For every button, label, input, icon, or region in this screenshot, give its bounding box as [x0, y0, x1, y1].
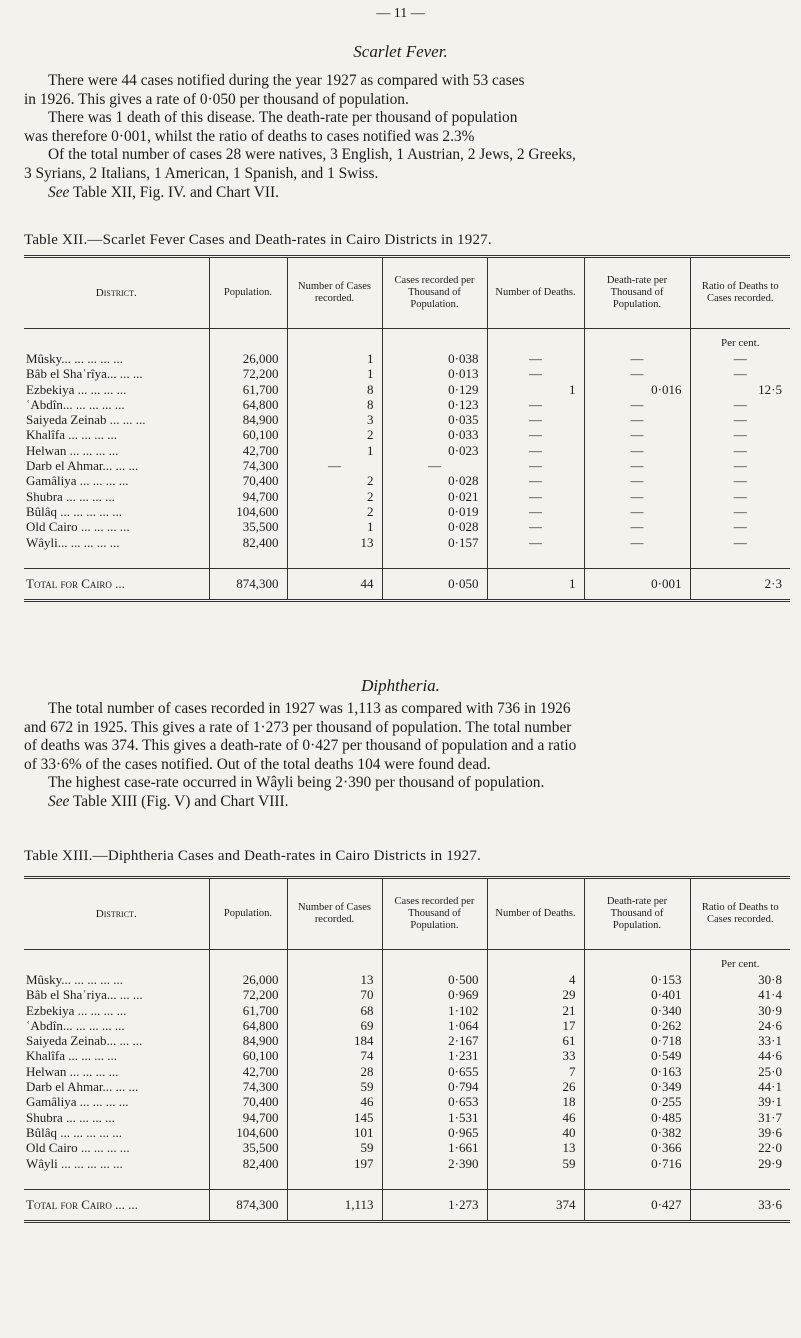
- table-cell: —: [584, 351, 690, 366]
- table-cell: —: [487, 489, 584, 504]
- empty-cell: [24, 550, 209, 569]
- table-cell: 0·718: [584, 1033, 690, 1048]
- district-name: Khalîfa ... ... ... ...: [26, 1048, 117, 1064]
- table-cell: 18: [487, 1094, 584, 1109]
- table-cell: —: [584, 473, 690, 488]
- district-name: Wâyli ... ... ... ... ...: [26, 1155, 123, 1171]
- table-cell: 41·4: [690, 987, 790, 1002]
- district-name: Shubra ... ... ... ...: [26, 1109, 115, 1125]
- empty-cell: [382, 329, 487, 352]
- district-name: Total for Cairo ...: [24, 568, 209, 600]
- empty-cell: [487, 550, 584, 569]
- table-cell: 374: [487, 1189, 584, 1221]
- table-row: [24, 1140, 790, 1155]
- table-cell: 0·038: [382, 351, 487, 366]
- table-cell: —: [487, 412, 584, 427]
- district-name: Saiyeda Zeinab ... ... ...: [26, 412, 146, 428]
- district-name: ʿAbdîn... ... ... ... ...: [26, 1017, 125, 1033]
- column-header: Number of Deaths.: [487, 878, 584, 950]
- table-cell: 0·001: [584, 568, 690, 600]
- table-cell: 26: [487, 1079, 584, 1094]
- table-cell: 28: [287, 1064, 382, 1079]
- table-cell: 40: [487, 1125, 584, 1140]
- table-cell: 0·401: [584, 987, 690, 1002]
- empty-cell: [209, 329, 287, 352]
- table-cell: 42,700: [209, 443, 287, 458]
- table-header-row: [24, 878, 790, 950]
- table-cell: —: [690, 427, 790, 442]
- table-cell: 35,500: [209, 519, 287, 534]
- table-cell: —: [487, 458, 584, 473]
- district-name: Wâyli... ... ... ... ...: [26, 534, 120, 550]
- table-row: [24, 1064, 790, 1079]
- table-cell: 29: [487, 987, 584, 1002]
- table-cell: 30·8: [690, 972, 790, 987]
- text-line: There was 1 death of this disease. The death-rate per thousand of population: [48, 109, 518, 127]
- text-line: 3 Syrians, 2 Italians, 1 American, 1 Spanish, and 1 Swiss.: [24, 164, 379, 182]
- empty-cell: [487, 1171, 584, 1190]
- table-cell: 82,400: [209, 535, 287, 550]
- empty-cell: [287, 950, 382, 973]
- table-cell: —: [584, 443, 690, 458]
- see-reference: [24, 184, 792, 203]
- table-cell: 0·255: [584, 1094, 690, 1109]
- district-name: Ezbekiya ... ... ... ...: [26, 1002, 127, 1018]
- table-row: [24, 473, 790, 488]
- table-row: [24, 504, 790, 519]
- scarlet-fever-table: [24, 255, 790, 602]
- table-cell: 0·129: [382, 382, 487, 397]
- table-header-row: [24, 257, 790, 329]
- table-cell: 61,700: [209, 1003, 287, 1018]
- table-cell: 0·794: [382, 1079, 487, 1094]
- table-cell: 0·969: [382, 987, 487, 1002]
- empty-cell: [24, 950, 209, 973]
- text-line: of deaths was 374. This gives a death-rate of 0·427 per thousand of population and a ratio: [24, 737, 577, 755]
- table-cell: —: [584, 504, 690, 519]
- text-line: was therefore 0·001, whilst the ratio of deaths to cases notified was 2.3%: [24, 127, 475, 145]
- table-cell: 69: [287, 1018, 382, 1033]
- total-row: [24, 1189, 790, 1221]
- table-cell: 1·102: [382, 1003, 487, 1018]
- district-name: Gamâliya ... ... ... ...: [26, 473, 129, 489]
- table-cell: 0·023: [382, 443, 487, 458]
- district-name: Total for Cairo ... ...: [24, 1189, 209, 1221]
- empty-cell: [690, 1171, 790, 1190]
- table-cell: 104,600: [209, 504, 287, 519]
- table-cell: 30·9: [690, 1003, 790, 1018]
- table-cell: 2: [287, 489, 382, 504]
- table-cell: —: [690, 412, 790, 427]
- table-cell: 70,400: [209, 1094, 287, 1109]
- empty-cell: [24, 1171, 209, 1190]
- table-cell: 104,600: [209, 1125, 287, 1140]
- empty-cell: [584, 329, 690, 352]
- table-cell: 64,800: [209, 1018, 287, 1033]
- table-cell: 61: [487, 1033, 584, 1048]
- table-cell: —: [584, 366, 690, 381]
- column-header: Ratio of Deaths to Cases recorded.: [690, 257, 790, 329]
- empty-cell: [209, 550, 287, 569]
- table-cell: 2: [287, 427, 382, 442]
- table-cell: 1: [487, 568, 584, 600]
- table-row: [24, 427, 790, 442]
- table-cell: 0·013: [382, 366, 487, 381]
- district-name: Saiyeda Zeinab... ... ...: [26, 1033, 143, 1049]
- table-cell: 0·366: [584, 1140, 690, 1155]
- table-cell: 0·021: [382, 489, 487, 504]
- table-cell: —: [487, 473, 584, 488]
- table-cell: —: [487, 427, 584, 442]
- table-cell: 0·153: [584, 972, 690, 987]
- table-cell: —: [487, 366, 584, 381]
- table-cell: 60,100: [209, 427, 287, 442]
- table-cell: 197: [287, 1156, 382, 1171]
- table-cell: 2·3: [690, 568, 790, 600]
- table-row: [24, 397, 790, 412]
- table-cell: 13: [287, 535, 382, 550]
- table-cell: 44·6: [690, 1048, 790, 1063]
- table-cell: —: [690, 443, 790, 458]
- table-cell: 0·028: [382, 473, 487, 488]
- table-cell: 94,700: [209, 1110, 287, 1125]
- unit-label: Per cent.: [690, 329, 790, 352]
- table-row: [24, 1156, 790, 1171]
- table-row: [24, 1048, 790, 1063]
- table-caption: Table XII.—Scarlet Fever Cases and Death-rates in Cairo Districts in 1927.: [24, 232, 492, 248]
- table-cell: 13: [487, 1140, 584, 1155]
- table-cell: 0·050: [382, 568, 487, 600]
- total-row: [24, 568, 790, 600]
- table-cell: 184: [287, 1033, 382, 1048]
- table-cell: 8: [287, 382, 382, 397]
- table-cell: —: [690, 351, 790, 366]
- table-cell: 1·661: [382, 1140, 487, 1155]
- see-reference: [24, 793, 792, 812]
- table-cell: 21: [487, 1003, 584, 1018]
- table-cell: 0·033: [382, 427, 487, 442]
- scarlet-fever-text: [24, 72, 792, 202]
- table-cell: —: [690, 535, 790, 550]
- table-cell: 25·0: [690, 1064, 790, 1079]
- district-name: Gamâliya ... ... ... ...: [26, 1094, 129, 1110]
- district-name: Helwan ... ... ... ...: [26, 1063, 119, 1079]
- table-row: [24, 366, 790, 381]
- column-header: Population.: [209, 257, 287, 329]
- table-row: [24, 382, 790, 397]
- district-name: Khalîfa ... ... ... ...: [26, 427, 117, 443]
- table-cell: 35,500: [209, 1140, 287, 1155]
- district-name: Old Cairo ... ... ... ...: [26, 1140, 130, 1156]
- table-cell: 0·349: [584, 1079, 690, 1094]
- see-word: See: [48, 792, 70, 810]
- table-cell: —: [690, 458, 790, 473]
- table-cell: 44: [287, 568, 382, 600]
- table-cell: 145: [287, 1110, 382, 1125]
- table-row: [24, 458, 790, 473]
- table-cell: 0·340: [584, 1003, 690, 1018]
- empty-cell: [287, 550, 382, 569]
- text-line: There were 44 cases notified during the year 1927 as compared with 53 cases: [48, 72, 525, 89]
- table-cell: 70,400: [209, 473, 287, 488]
- table-cell: 7: [487, 1064, 584, 1079]
- table-cell: 0·382: [584, 1125, 690, 1140]
- diphtheria-title: Diphtheria.: [361, 676, 440, 695]
- table-cell: 2·167: [382, 1033, 487, 1048]
- unit-row: [24, 950, 790, 973]
- table-cell: 1·531: [382, 1110, 487, 1125]
- table-cell: —: [584, 519, 690, 534]
- empty-cell: [584, 1171, 690, 1190]
- table-cell: 1·064: [382, 1018, 487, 1033]
- table-cell: —: [584, 535, 690, 550]
- district-name: Darb el Ahmar... ... ...: [26, 458, 139, 474]
- table-cell: 1: [287, 443, 382, 458]
- table-cell: 0·653: [382, 1094, 487, 1109]
- table-cell: 33: [487, 1048, 584, 1063]
- unit-label: Per cent.: [690, 950, 790, 973]
- table-row: [24, 519, 790, 534]
- text-line: The total number of cases recorded in 1927 was 1,113 as compared with 736 in 1926: [48, 700, 571, 717]
- district-name: Mûsky... ... ... ... ...: [26, 351, 124, 366]
- empty-cell: [584, 950, 690, 973]
- table-row: [24, 1094, 790, 1109]
- table-cell: 0·485: [584, 1110, 690, 1125]
- table-row: [24, 535, 790, 550]
- table-cell: 0·035: [382, 412, 487, 427]
- table-cell: 0·500: [382, 972, 487, 987]
- table-cell: 101: [287, 1125, 382, 1140]
- table-cell: —: [487, 519, 584, 534]
- table-cell: —: [584, 397, 690, 412]
- table-cell: 39·6: [690, 1125, 790, 1140]
- empty-cell: [287, 1171, 382, 1190]
- see-word: See: [48, 183, 70, 201]
- table-cell: —: [584, 427, 690, 442]
- table-cell: 1·231: [382, 1048, 487, 1063]
- table-row: [24, 1033, 790, 1048]
- table-cell: 82,400: [209, 1156, 287, 1171]
- column-header: Number of Cases recorded.: [287, 257, 382, 329]
- empty-cell: [24, 329, 209, 352]
- spacer-row: [24, 1171, 790, 1190]
- column-header: Cases recorded per Thousand of Population.: [382, 878, 487, 950]
- table-cell: 72,200: [209, 366, 287, 381]
- table-cell: 2: [287, 473, 382, 488]
- table-cell: —: [487, 351, 584, 366]
- table-cell: 84,900: [209, 412, 287, 427]
- text-line: and 672 in 1925. This gives a rate of 1·273 per thousand of population. The total number: [24, 718, 572, 736]
- text-line: Of the total number of cases 28 were natives, 3 English, 1 Austrian, 2 Jews, 2 Greeks,: [48, 146, 576, 164]
- table-cell: —: [487, 504, 584, 519]
- table-cell: 46: [287, 1094, 382, 1109]
- table-cell: 3: [287, 412, 382, 427]
- text-line: in 1926. This gives a rate of 0·050 per thousand of population.: [24, 90, 409, 108]
- page-number: — 11 —: [376, 6, 425, 21]
- table-cell: —: [584, 489, 690, 504]
- table-cell: 24·6: [690, 1018, 790, 1033]
- empty-cell: [209, 950, 287, 973]
- table-row: [24, 1110, 790, 1125]
- table-cell: 74: [287, 1048, 382, 1063]
- empty-cell: [584, 550, 690, 569]
- table-cell: 874,300: [209, 1189, 287, 1221]
- empty-cell: [487, 329, 584, 352]
- district-name: Bûlâq ... ... ... ... ...: [26, 503, 123, 519]
- empty-cell: [487, 950, 584, 973]
- table-cell: 33·6: [690, 1189, 790, 1221]
- empty-cell: [382, 1171, 487, 1190]
- district-name: Bâb el Shaʿrîya... ... ...: [26, 366, 143, 382]
- table-cell: 1·273: [382, 1189, 487, 1221]
- column-header: District.: [24, 878, 209, 950]
- table-cell: 74,300: [209, 1079, 287, 1094]
- table-cell: 0·123: [382, 397, 487, 412]
- column-header: Number of Deaths.: [487, 257, 584, 329]
- table-cell: 42,700: [209, 1064, 287, 1079]
- diphtheria-text: [24, 700, 792, 812]
- column-header: District.: [24, 257, 209, 329]
- table-cell: 1: [287, 351, 382, 366]
- table-cell: 0·549: [584, 1048, 690, 1063]
- table-cell: 0·716: [584, 1156, 690, 1171]
- column-header: Ratio of Deaths to Cases recorded.: [690, 878, 790, 950]
- table-cell: 0·965: [382, 1125, 487, 1140]
- table-cell: 0·655: [382, 1064, 487, 1079]
- district-name: Old Cairo ... ... ... ...: [26, 519, 130, 535]
- table-cell: 74,300: [209, 458, 287, 473]
- district-name: Bâb el Shaʿriya... ... ...: [26, 987, 143, 1003]
- see-reference-text: Table XII, Fig. IV. and Chart VII.: [72, 183, 280, 201]
- table-cell: 59: [287, 1140, 382, 1155]
- column-header: Death-rate per Thousand of Population.: [584, 257, 690, 329]
- table-cell: 61,700: [209, 382, 287, 397]
- column-header: Number of Cases recorded.: [287, 878, 382, 950]
- spacer-row: [24, 550, 790, 569]
- table-cell: —: [487, 535, 584, 550]
- table-cell: —: [287, 458, 382, 473]
- text-line: The highest case-rate occurred in Wâyli being 2·390 per thousand of population.: [48, 774, 545, 792]
- table-cell: 13: [287, 972, 382, 987]
- table-cell: 46: [487, 1110, 584, 1125]
- table-cell: 70: [287, 987, 382, 1002]
- table-cell: 12·5: [690, 382, 790, 397]
- unit-row: [24, 329, 790, 352]
- table-cell: —: [690, 366, 790, 381]
- table-row: [24, 351, 790, 366]
- table-cell: 68: [287, 1003, 382, 1018]
- table-cell: —: [584, 458, 690, 473]
- empty-cell: [690, 550, 790, 569]
- district-name: Darb el Ahmar... ... ...: [26, 1079, 139, 1095]
- table-row: [24, 489, 790, 504]
- table-row: [24, 1018, 790, 1033]
- table-cell: —: [690, 489, 790, 504]
- table-cell: 0·262: [584, 1018, 690, 1033]
- empty-cell: [382, 550, 487, 569]
- table-cell: 1,113: [287, 1189, 382, 1221]
- district-name: Mûsky... ... ... ... ...: [26, 972, 124, 987]
- table-cell: 0·163: [584, 1064, 690, 1079]
- table-cell: —: [487, 443, 584, 458]
- table-row: [24, 412, 790, 427]
- table-cell: —: [690, 504, 790, 519]
- table-cell: 26,000: [209, 972, 287, 987]
- table-cell: —: [382, 458, 487, 473]
- see-reference-text: Table XIII (Fig. V) and Chart VIII.: [72, 792, 289, 810]
- empty-cell: [287, 329, 382, 352]
- table-cell: 26,000: [209, 351, 287, 366]
- table-cell: 31·7: [690, 1110, 790, 1125]
- table-caption: Table XIII.—Diphtheria Cases and Death-rates in Cairo Districts in 1927.: [24, 848, 481, 864]
- table-cell: 94,700: [209, 489, 287, 504]
- table-cell: 874,300: [209, 568, 287, 600]
- table-cell: 0·016: [584, 382, 690, 397]
- district-name: Ezbekiya ... ... ... ...: [26, 381, 127, 397]
- empty-cell: [209, 1171, 287, 1190]
- table-cell: 0·019: [382, 504, 487, 519]
- table-row: [24, 1003, 790, 1018]
- table-row: [24, 443, 790, 458]
- table-cell: 29·9: [690, 1156, 790, 1171]
- table-cell: —: [690, 397, 790, 412]
- table-cell: 0·028: [382, 519, 487, 534]
- table-cell: 4: [487, 972, 584, 987]
- table-cell: —: [690, 473, 790, 488]
- table-cell: 17: [487, 1018, 584, 1033]
- table-cell: 0·157: [382, 535, 487, 550]
- table-row: [24, 972, 790, 987]
- empty-cell: [382, 950, 487, 973]
- table-cell: 8: [287, 397, 382, 412]
- diphtheria-table: [24, 876, 790, 1223]
- column-header: Cases recorded per Thousand of Population.: [382, 257, 487, 329]
- district-name: Shubra ... ... ... ...: [26, 488, 115, 504]
- table-cell: 0·427: [584, 1189, 690, 1221]
- table-row: [24, 987, 790, 1002]
- table-row: [24, 1125, 790, 1140]
- column-header: Death-rate per Thousand of Population.: [584, 878, 690, 950]
- text-line: of 33·6% of the cases notified. Out of the total deaths 104 were found dead.: [24, 755, 491, 773]
- table-cell: 33·1: [690, 1033, 790, 1048]
- table-cell: 72,200: [209, 987, 287, 1002]
- table-cell: 59: [287, 1079, 382, 1094]
- table-cell: 1: [287, 366, 382, 381]
- district-name: Bûlâq ... ... ... ... ...: [26, 1124, 123, 1140]
- table-cell: 22·0: [690, 1140, 790, 1155]
- table-row: [24, 1079, 790, 1094]
- district-name: Helwan ... ... ... ...: [26, 442, 119, 458]
- table-cell: 2: [287, 504, 382, 519]
- table-cell: 59: [487, 1156, 584, 1171]
- table-cell: 1: [287, 519, 382, 534]
- table-cell: 60,100: [209, 1048, 287, 1063]
- table-cell: —: [487, 397, 584, 412]
- table-cell: 44·1: [690, 1079, 790, 1094]
- column-header: Population.: [209, 878, 287, 950]
- table-cell: —: [584, 412, 690, 427]
- table-cell: 64,800: [209, 397, 287, 412]
- table-cell: 84,900: [209, 1033, 287, 1048]
- table-cell: 1: [487, 382, 584, 397]
- district-name: ʿAbdîn... ... ... ... ...: [26, 396, 125, 412]
- table-cell: 39·1: [690, 1094, 790, 1109]
- scarlet-fever-title: Scarlet Fever.: [353, 42, 448, 61]
- table-cell: 2·390: [382, 1156, 487, 1171]
- table-cell: —: [690, 519, 790, 534]
